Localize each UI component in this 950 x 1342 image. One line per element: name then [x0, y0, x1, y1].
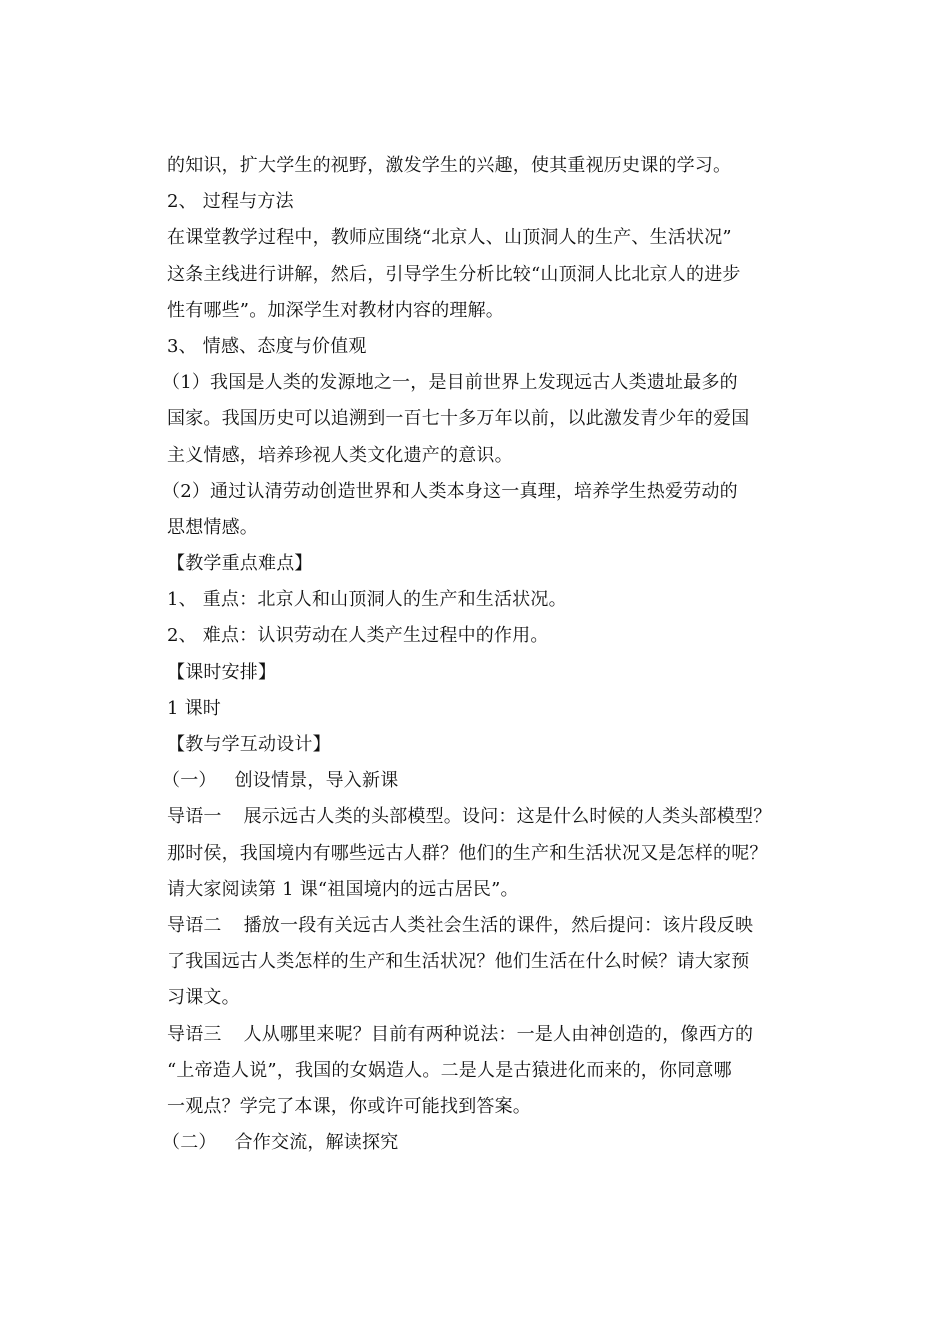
- keypoints-heading: 【教学重点难点】: [167, 553, 313, 575]
- keypoint-item: 2、 难点：认识劳动在人类产生过程中的作用。: [167, 625, 549, 647]
- paragraph-line: 一观点？学完了本课，你或许可能找到答案。: [167, 1095, 531, 1117]
- paragraph-line: 的知识，扩大学生的视野，激发学生的兴趣，使其重视历史课的学习。: [167, 155, 732, 176]
- lead2-label: 导语二: [167, 914, 222, 936]
- goal2-heading: 2、 过程与方法: [167, 191, 294, 213]
- lead3-line: [167, 1017, 807, 1053]
- paragraph-line: 请大家阅读第 1 课“祖国境内的远古居民”。: [167, 878, 519, 900]
- paragraph-line: 国家。我国历史可以追溯到一百七十多万年以前，以此激发青少年的爱国: [167, 408, 750, 430]
- paragraph-line: 思想情感。: [167, 516, 258, 538]
- paragraph-line: （2）通过认清劳动创造世界和人类本身这一真理，培养学生热爱劳动的: [162, 480, 738, 502]
- section2-label: （二）: [162, 1132, 217, 1154]
- schedule-value: 1 课时: [167, 697, 221, 719]
- paragraph-line: 主义情感，培养珍视人类文化遗产的意识。: [167, 444, 513, 466]
- lead1-label: 导语一: [167, 806, 222, 828]
- section2-heading: [162, 1125, 807, 1161]
- lead2-text: 播放一段有关远古人类社会生活的课件，然后提问：该片段反映: [243, 914, 754, 936]
- schedule-heading: 【课时安排】: [167, 661, 277, 683]
- lead2-line: [167, 908, 807, 944]
- lead3-text: 人从哪里来呢？目前有两种说法：一是人由神创造的，像西方的: [243, 1023, 754, 1045]
- goal3-heading: 3、 情感、态度与价值观: [167, 335, 367, 357]
- document-body: [162, 148, 807, 1161]
- section2-title: 合作交流，解读探究: [234, 1132, 399, 1154]
- lead1-text: 展示远古人类的头部模型。设问：这是什么时候的人类头部模型？: [243, 806, 772, 828]
- paragraph-line: 习课文。: [167, 987, 240, 1009]
- paragraph-line: 这条主线进行讲解，然后，引导学生分析比较“山顶洞人比北京人的进步: [167, 263, 741, 285]
- lead1-line: [167, 799, 807, 835]
- section1-label: （一）: [162, 770, 217, 792]
- keypoint-item: 1、 重点：北京人和山顶洞人的生产和生活状况。: [167, 589, 567, 611]
- paragraph-line: 性有哪些”。加深学生对教材内容的理解。: [167, 299, 505, 321]
- paragraph-line: “上帝造人说”，我国的女娲造人。二是人是古猿进化而来的，你同意哪: [167, 1059, 732, 1081]
- lead3-label: 导语三: [167, 1023, 222, 1045]
- paragraph-line: 了我国远古人类怎样的生产和生活状况？他们生活在什么时候？请大家预: [167, 951, 750, 973]
- paragraph-line: 那时侯，我国境内有哪些远古人群？他们的生产和生活状况又是怎样的呢？: [167, 842, 768, 864]
- section1-heading: [162, 763, 807, 799]
- design-heading: 【教与学互动设计】: [167, 734, 331, 755]
- section1-title: 创设情景，导入新课: [234, 770, 399, 792]
- paragraph-line: （1）我国是人类的发源地之一，是目前世界上发现远古人类遗址最多的: [162, 372, 738, 394]
- paragraph-line: 在课堂教学过程中，教师应围绕“北京人、山顶洞人的生产、生活状况”: [167, 227, 732, 249]
